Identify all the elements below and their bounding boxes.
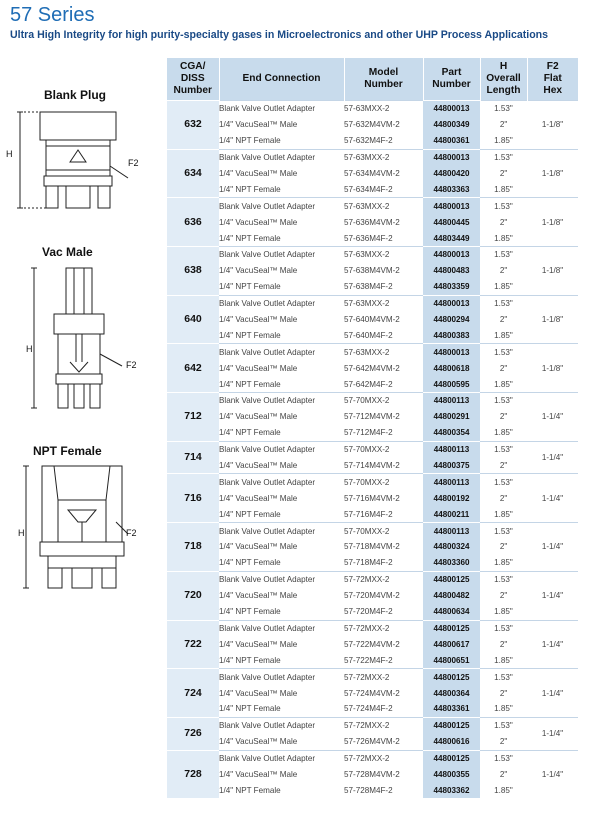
model-number-cell: 57-636M4F-2 (344, 233, 393, 243)
end-connection-cell: Blank Valve Outlet Adapter (219, 750, 344, 766)
overall-length-cell: 1.85" (494, 509, 513, 519)
page-title: 57 Series (10, 4, 95, 26)
part-number-cell: 44800291 (423, 409, 480, 425)
table-row (167, 782, 578, 798)
flat-hex-cell: 1-1/4" (527, 620, 578, 669)
flat-hex-cell: 1-1/4" (527, 441, 578, 474)
overall-length-cell: 2" (499, 591, 508, 601)
vac-male-drawing (14, 262, 144, 412)
end-connection-cell: 1/4" NPT Female (219, 655, 281, 665)
part-number-cell: 44800013 (423, 344, 480, 360)
end-connection-cell: Blank Valve Outlet Adapter (219, 149, 344, 165)
part-number-cell: 44800349 (423, 117, 480, 133)
part-number-cell: 44800651 (423, 652, 480, 668)
cga-number-cell: 714 (167, 441, 219, 474)
end-connection-cell: 1/4" VacuSeal™ Male (219, 363, 298, 373)
table-row (167, 685, 578, 701)
end-connection-cell: 1/4" VacuSeal™ Male (219, 169, 298, 178)
table-row (167, 279, 578, 295)
part-number-cell: 44800364 (423, 685, 480, 701)
part-number-cell: 44800616 (423, 734, 480, 750)
overall-length-cell: 2" (499, 217, 508, 227)
cga-number-cell: 634 (167, 149, 219, 198)
table-row (167, 767, 578, 783)
table-row (167, 458, 578, 474)
end-connection-cell: Blank Valve Outlet Adapter (219, 474, 344, 490)
end-connection-cell: 1/4" VacuSeal™ Male (219, 266, 298, 276)
cga-number-cell: 640 (167, 295, 219, 344)
overall-length-cell: 1.85" (494, 704, 513, 714)
overall-length-cell: 1.85" (494, 330, 513, 340)
cga-number-cell: 726 (167, 717, 219, 750)
overall-length-cell: 2" (499, 169, 508, 178)
end-connection-cell: Blank Valve Outlet Adapter (219, 295, 344, 311)
table-row (167, 409, 578, 425)
table-row (167, 734, 578, 750)
overall-length-cell: 1.53" (480, 620, 527, 636)
blank-plug-f2-label: F2 (128, 158, 139, 168)
table-row (167, 214, 578, 230)
table-row (167, 117, 578, 133)
model-number-cell: 57-634M4VM-2 (344, 169, 400, 178)
model-number-cell: 57-640M4VM-2 (344, 315, 400, 325)
end-connection-cell: Blank Valve Outlet Adapter (219, 669, 344, 685)
end-connection-cell: 1/4" NPT Female (219, 184, 281, 194)
table-row (167, 717, 578, 733)
end-connection-cell: 1/4" NPT Female (219, 330, 281, 340)
end-connection-cell: 1/4" NPT Female (219, 428, 281, 438)
table-row (167, 295, 578, 311)
end-connection-cell: 1/4" NPT Female (219, 136, 281, 146)
table-row (167, 344, 578, 360)
blank-plug-label: Blank Plug (44, 88, 107, 102)
model-number-cell: 57-722M4F-2 (344, 655, 393, 665)
overall-length-cell: 2" (499, 266, 508, 276)
table-row (167, 474, 578, 490)
model-number-cell: 57-63MXX-2 (344, 344, 423, 360)
end-connection-cell: 1/4" NPT Female (219, 233, 281, 243)
overall-length-cell: 1.53" (480, 247, 527, 263)
cga-number-cell: 636 (167, 198, 219, 247)
overall-length-cell: 2" (499, 412, 508, 422)
part-number-cell: 44800013 (423, 295, 480, 311)
overall-length-cell: 1.85" (494, 379, 513, 389)
model-number-cell: 57-632M4VM-2 (344, 120, 400, 130)
cga-number-cell: 642 (167, 344, 219, 393)
table-row (167, 555, 578, 571)
header-overall-length: H Overall Length (480, 58, 527, 101)
overall-length-cell: 2" (499, 493, 508, 503)
table-row (167, 393, 578, 409)
part-number-cell: 44800634 (423, 604, 480, 620)
part-number-cell: 44800618 (423, 360, 480, 376)
table-row (167, 101, 578, 117)
overall-length-cell: 1.53" (480, 669, 527, 685)
table-row (167, 441, 578, 457)
overall-length-cell: 2" (499, 769, 508, 779)
part-number-cell: 44800211 (423, 506, 480, 522)
table-row (167, 425, 578, 441)
table-row (167, 263, 578, 279)
part-number-cell: 44800324 (423, 539, 480, 555)
end-connection-cell: 1/4" VacuSeal™ Male (219, 461, 298, 471)
part-number-cell: 44800113 (423, 441, 480, 457)
model-number-cell: 57-720M4VM-2 (344, 591, 400, 601)
part-number-cell: 44803362 (423, 782, 480, 798)
end-connection-cell: 1/4" VacuSeal™ Male (219, 120, 298, 130)
flat-hex-cell: 1-1/4" (527, 750, 578, 798)
table-row (167, 360, 578, 376)
overall-length-cell: 1.85" (494, 607, 513, 617)
overall-length-cell: 1.85" (494, 184, 513, 194)
end-connection-cell: 1/4" NPT Female (219, 704, 281, 714)
overall-length-cell: 1.53" (480, 571, 527, 587)
overall-length-cell: 1.85" (494, 785, 513, 795)
part-number-cell: 44800113 (423, 393, 480, 409)
part-number-cell: 44800375 (423, 458, 480, 474)
overall-length-cell: 1.53" (480, 295, 527, 311)
model-number-cell: 57-70MXX-2 (344, 393, 423, 409)
overall-length-cell: 2" (499, 542, 508, 552)
end-connection-cell: 1/4" VacuSeal™ Male (219, 493, 298, 503)
model-number-cell: 57-720M4F-2 (344, 607, 393, 617)
overall-length-cell: 1.53" (480, 344, 527, 360)
model-number-cell: 57-72MXX-2 (344, 750, 423, 766)
end-connection-cell: 1/4" NPT Female (219, 785, 281, 795)
table-row (167, 636, 578, 652)
end-connection-cell: 1/4" VacuSeal™ Male (219, 412, 298, 422)
model-number-cell: 57-63MXX-2 (344, 101, 423, 117)
cga-number-cell: 722 (167, 620, 219, 669)
table-row (167, 133, 578, 149)
model-number-cell: 57-724M4F-2 (344, 704, 393, 714)
vac-male-f2-label: F2 (126, 360, 137, 370)
model-number-cell: 57-72MXX-2 (344, 571, 423, 587)
overall-length-cell: 2" (499, 461, 508, 471)
overall-length-cell: 1.53" (480, 149, 527, 165)
part-number-cell: 44803359 (423, 279, 480, 295)
model-number-cell: 57-72MXX-2 (344, 669, 423, 685)
overall-length-cell: 2" (499, 737, 508, 747)
model-number-cell: 57-728M4VM-2 (344, 769, 400, 779)
flat-hex-cell: 1-1/8" (527, 101, 578, 150)
header-model-number: Model Number (344, 58, 423, 101)
end-connection-cell: Blank Valve Outlet Adapter (219, 571, 344, 587)
table-row (167, 247, 578, 263)
flat-hex-cell: 1-1/4" (527, 717, 578, 750)
table-row (167, 669, 578, 685)
part-number-cell: 44800445 (423, 214, 480, 230)
part-number-cell: 44800482 (423, 588, 480, 604)
overall-length-cell: 1.85" (494, 233, 513, 243)
part-number-cell: 44800192 (423, 490, 480, 506)
page-subtitle: Ultra High Integrity for high purity-specialty gases in Microelectronics and other UHP Process Applications (10, 29, 549, 41)
table-row (167, 523, 578, 539)
flat-hex-cell: 1-1/8" (527, 149, 578, 198)
end-connection-cell: Blank Valve Outlet Adapter (219, 198, 344, 214)
overall-length-cell: 1.53" (480, 198, 527, 214)
model-number-cell: 57-70MXX-2 (344, 523, 423, 539)
model-number-cell: 57-632M4F-2 (344, 136, 393, 146)
part-number-cell: 44800483 (423, 263, 480, 279)
cga-number-cell: 724 (167, 669, 219, 718)
model-number-cell: 57-718M4F-2 (344, 558, 393, 568)
part-number-cell: 44803360 (423, 555, 480, 571)
table-row (167, 539, 578, 555)
overall-length-cell: 2" (499, 315, 508, 325)
table-header-row (167, 58, 578, 101)
model-number-cell: 57-716M4F-2 (344, 509, 393, 519)
part-number-cell: 44800013 (423, 247, 480, 263)
model-number-cell: 57-642M4VM-2 (344, 363, 400, 373)
model-number-cell: 57-724M4VM-2 (344, 688, 400, 698)
npt-female-f2-label: F2 (126, 528, 137, 538)
part-number-cell: 44800013 (423, 198, 480, 214)
end-connection-cell: 1/4" VacuSeal™ Male (219, 542, 298, 552)
model-number-cell: 57-70MXX-2 (344, 474, 423, 490)
model-number-cell: 57-63MXX-2 (344, 247, 423, 263)
table-row (167, 327, 578, 343)
npt-female-drawing (14, 460, 144, 594)
end-connection-cell: 1/4" VacuSeal™ Male (219, 217, 298, 227)
end-connection-cell: Blank Valve Outlet Adapter (219, 620, 344, 636)
end-connection-cell: Blank Valve Outlet Adapter (219, 101, 344, 117)
part-number-cell: 44800113 (423, 523, 480, 539)
model-number-cell: 57-72MXX-2 (344, 620, 423, 636)
flat-hex-cell: 1-1/8" (527, 295, 578, 344)
model-number-cell: 57-70MXX-2 (344, 441, 423, 457)
overall-length-cell: 1.85" (494, 558, 513, 568)
part-number-cell: 44800125 (423, 750, 480, 766)
model-number-cell: 57-726M4VM-2 (344, 737, 400, 747)
table-row (167, 198, 578, 214)
header-cga: CGA/ DISS Number (167, 58, 219, 101)
overall-length-cell: 1.85" (494, 428, 513, 438)
flat-hex-cell: 1-1/4" (527, 474, 578, 523)
npt-female-label: NPT Female (33, 444, 102, 458)
table-row (167, 750, 578, 766)
vac-male-h-label: H (26, 344, 33, 354)
part-number-cell: 44800013 (423, 149, 480, 165)
spec-table (167, 58, 578, 798)
cga-number-cell: 728 (167, 750, 219, 798)
model-number-cell: 57-640M4F-2 (344, 330, 393, 340)
part-number-cell: 44800125 (423, 717, 480, 733)
cga-number-cell: 716 (167, 474, 219, 523)
end-connection-cell: Blank Valve Outlet Adapter (219, 344, 344, 360)
overall-length-cell: 1.53" (480, 393, 527, 409)
flat-hex-cell: 1-1/4" (527, 669, 578, 718)
spec-table-body (167, 101, 578, 799)
table-row (167, 490, 578, 506)
end-connection-cell: 1/4" NPT Female (219, 379, 281, 389)
cga-number-cell: 638 (167, 247, 219, 296)
overall-length-cell: 1.85" (494, 282, 513, 292)
end-connection-cell: 1/4" VacuSeal™ Male (219, 769, 298, 779)
model-number-cell: 57-638M4F-2 (344, 282, 393, 292)
end-connection-cell: 1/4" NPT Female (219, 509, 281, 519)
overall-length-cell: 1.85" (494, 136, 513, 146)
end-connection-cell: 1/4" VacuSeal™ Male (219, 737, 298, 747)
end-connection-cell: 1/4" VacuSeal™ Male (219, 591, 298, 601)
model-number-cell: 57-642M4F-2 (344, 379, 393, 389)
part-number-cell: 44800617 (423, 636, 480, 652)
model-number-cell: 57-638M4VM-2 (344, 266, 400, 276)
model-number-cell: 57-712M4F-2 (344, 428, 393, 438)
model-number-cell: 57-728M4F-2 (344, 785, 393, 795)
part-number-cell: 44800125 (423, 669, 480, 685)
overall-length-cell: 1.53" (480, 523, 527, 539)
overall-length-cell: 1.53" (480, 441, 527, 457)
vac-male-label: Vac Male (42, 245, 93, 259)
end-connection-cell: Blank Valve Outlet Adapter (219, 523, 344, 539)
part-number-cell: 44800294 (423, 312, 480, 328)
part-number-cell: 44800355 (423, 767, 480, 783)
end-connection-cell: Blank Valve Outlet Adapter (219, 393, 344, 409)
end-connection-cell: Blank Valve Outlet Adapter (219, 247, 344, 263)
table-row (167, 652, 578, 668)
overall-length-cell: 2" (499, 363, 508, 373)
header-flat-hex: F2 Flat Hex (527, 58, 578, 101)
blank-plug-h-label: H (6, 149, 13, 159)
flat-hex-cell: 1-1/4" (527, 393, 578, 442)
end-connection-cell: 1/4" NPT Female (219, 607, 281, 617)
npt-female-h-label: H (18, 528, 25, 538)
end-connection-cell: 1/4" NPT Female (219, 558, 281, 568)
part-number-cell: 44800125 (423, 571, 480, 587)
overall-length-cell: 1.53" (480, 717, 527, 733)
end-connection-cell: 1/4" VacuSeal™ Male (219, 688, 298, 698)
model-number-cell: 57-63MXX-2 (344, 149, 423, 165)
table-row (167, 604, 578, 620)
part-number-cell: 44800383 (423, 327, 480, 343)
table-row (167, 506, 578, 522)
end-connection-cell: 1/4" VacuSeal™ Male (219, 639, 298, 649)
model-number-cell: 57-722M4VM-2 (344, 639, 400, 649)
part-number-cell: 44800420 (423, 166, 480, 182)
table-row (167, 312, 578, 328)
cga-number-cell: 718 (167, 523, 219, 572)
model-number-cell: 57-712M4VM-2 (344, 412, 400, 422)
part-number-cell: 44800595 (423, 376, 480, 392)
table-row (167, 166, 578, 182)
overall-length-cell: 1.53" (480, 750, 527, 766)
model-number-cell: 57-63MXX-2 (344, 295, 423, 311)
model-number-cell: 57-634M4F-2 (344, 184, 393, 194)
end-connection-cell: Blank Valve Outlet Adapter (219, 717, 344, 733)
end-connection-cell: Blank Valve Outlet Adapter (219, 441, 344, 457)
flat-hex-cell: 1-1/8" (527, 247, 578, 296)
cga-number-cell: 720 (167, 571, 219, 620)
part-number-cell: 44803449 (423, 230, 480, 246)
overall-length-cell: 2" (499, 688, 508, 698)
model-number-cell: 57-718M4VM-2 (344, 542, 400, 552)
overall-length-cell: 1.85" (494, 655, 513, 665)
table-row (167, 588, 578, 604)
table-row (167, 701, 578, 717)
cga-number-cell: 712 (167, 393, 219, 442)
part-number-cell: 44800125 (423, 620, 480, 636)
table-row (167, 620, 578, 636)
part-number-cell: 44803363 (423, 181, 480, 197)
blank-plug-drawing (14, 106, 144, 214)
table-row (167, 181, 578, 197)
flat-hex-cell: 1-1/4" (527, 571, 578, 620)
header-end-connection: End Connection (219, 58, 344, 101)
end-connection-cell: 1/4" NPT Female (219, 282, 281, 292)
flat-hex-cell: 1-1/4" (527, 523, 578, 572)
table-row (167, 571, 578, 587)
flat-hex-cell: 1-1/8" (527, 198, 578, 247)
cga-number-cell: 632 (167, 101, 219, 150)
overall-length-cell: 2" (499, 639, 508, 649)
overall-length-cell: 1.53" (480, 474, 527, 490)
table-row (167, 149, 578, 165)
header-part-number: Part Number (423, 58, 480, 101)
table-row (167, 230, 578, 246)
overall-length-cell: 2" (499, 120, 508, 130)
model-number-cell: 57-63MXX-2 (344, 198, 423, 214)
part-number-cell: 44803361 (423, 701, 480, 717)
model-number-cell: 57-716M4VM-2 (344, 493, 400, 503)
overall-length-cell: 1.53" (480, 101, 527, 117)
part-number-cell: 44800354 (423, 425, 480, 441)
table-row (167, 376, 578, 392)
part-number-cell: 44800361 (423, 133, 480, 149)
model-number-cell: 57-714M4VM-2 (344, 461, 400, 471)
model-number-cell: 57-72MXX-2 (344, 717, 423, 733)
flat-hex-cell: 1-1/8" (527, 344, 578, 393)
model-number-cell: 57-636M4VM-2 (344, 217, 400, 227)
part-number-cell: 44800013 (423, 101, 480, 117)
end-connection-cell: 1/4" VacuSeal™ Male (219, 315, 298, 325)
part-number-cell: 44800113 (423, 474, 480, 490)
